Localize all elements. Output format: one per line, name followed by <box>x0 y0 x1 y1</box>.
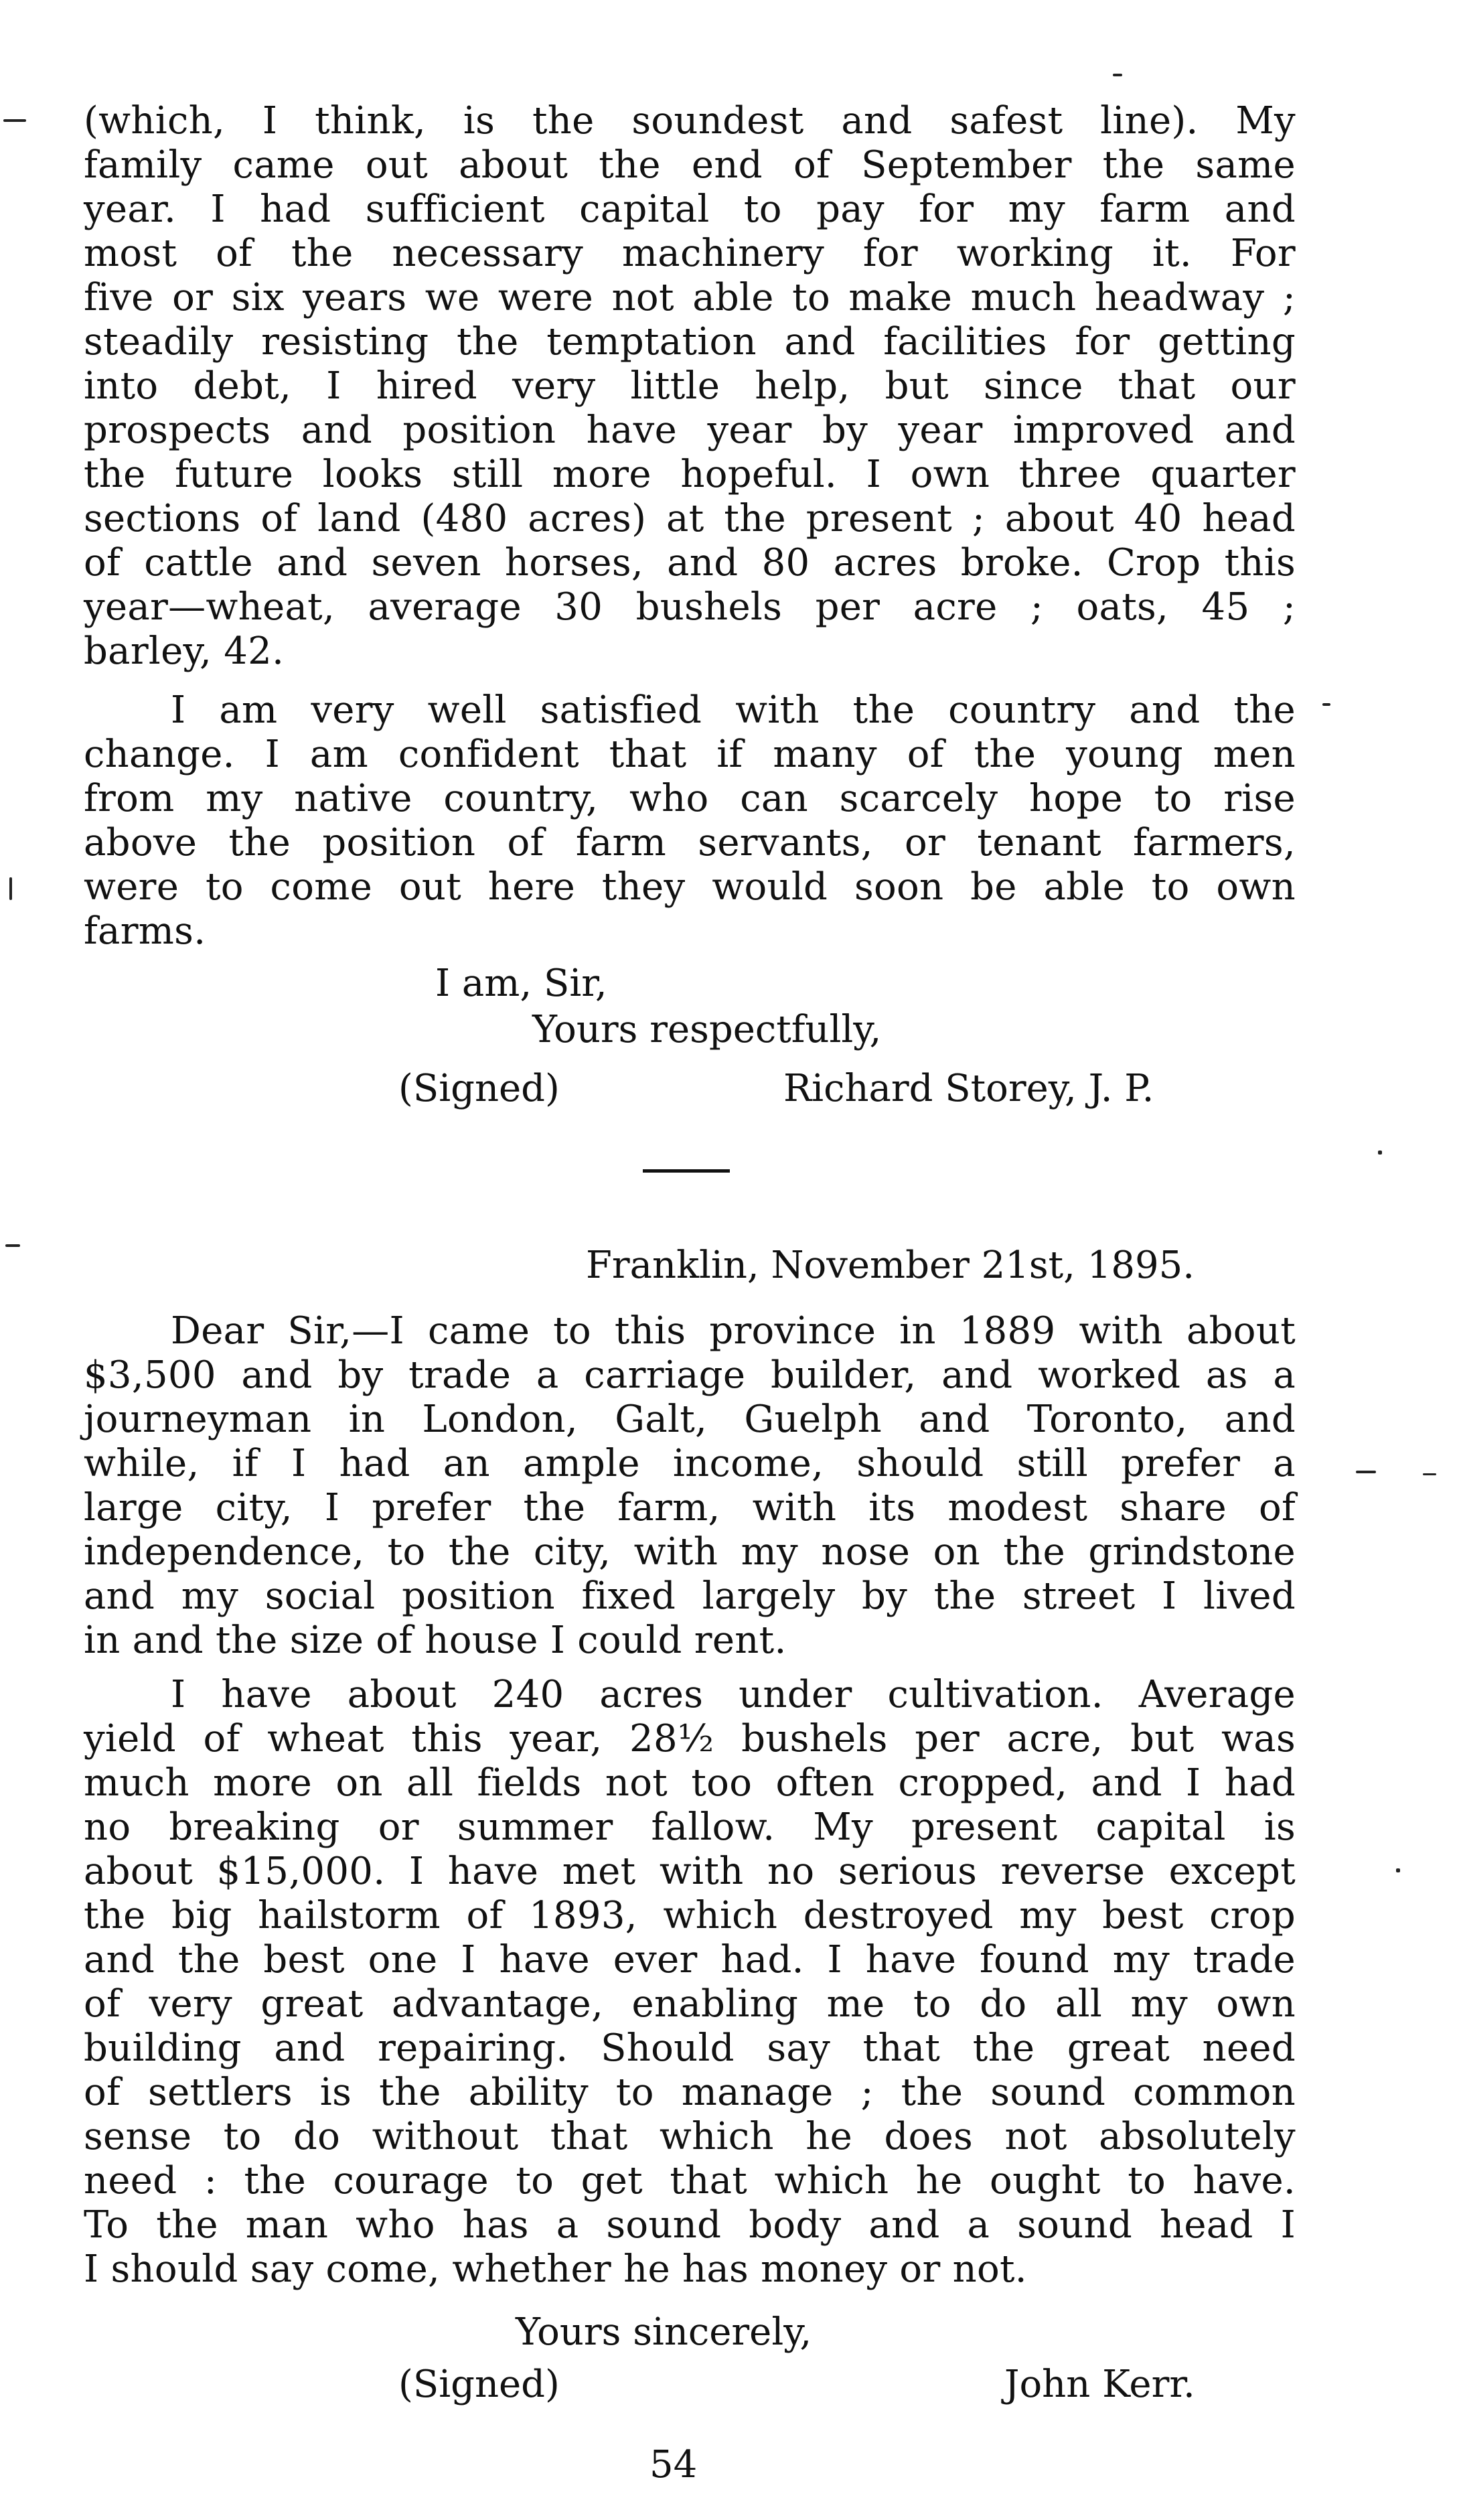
signed-label: (Signed) <box>398 1067 560 1110</box>
text-line: prospects and position have year by year improved and <box>84 409 1296 452</box>
letter2-paragraph2 <box>84 1673 1296 2292</box>
text-line: about $15,000. I have met with no serious reverse except <box>84 1850 1296 1893</box>
text-line: I am very well satisfied with the country and the <box>171 688 1296 732</box>
text-line: while, if I had an ample income, should still prefer a <box>84 1442 1296 1485</box>
text-line: from my native country, who can scarcely hope to rise <box>84 777 1296 820</box>
text-line: sections of land (480 acres) at the present ; about 40 head <box>84 497 1296 540</box>
text-line: building and repairing. Should say that the great need <box>84 2026 1296 2070</box>
text-line: were to come out here they would soon be able to own <box>84 865 1296 909</box>
text-line: family came out about the end of September the same <box>84 143 1296 187</box>
text-line: large city, I prefer the farm, with its modest share of <box>84 1486 1296 1530</box>
text-line: steadily resisting the temptation and facilities for getting <box>84 320 1296 364</box>
text-line: (which, I think, is the soundest and safest line). My <box>84 99 1296 143</box>
text-line: the big hailstorm of 1893, which destroyed my best crop <box>84 1894 1296 1937</box>
text-line: of very great advantage, enabling me to do all my own <box>84 1982 1296 2026</box>
scan-speck <box>9 877 12 900</box>
text-line: five or six years we were not able to make much headway ; <box>84 276 1296 319</box>
text-line: yield of wheat this year, 28½ bushels per acre, but was <box>84 1717 1296 1761</box>
text-line: change. I am confident that if many of the young men <box>84 733 1296 776</box>
text-line: I should say come, whether he has money or not. <box>84 2247 1027 2291</box>
section-divider <box>643 1169 730 1173</box>
text-line: sense to do without that which he does not absolutely <box>84 2115 1296 2158</box>
scan-speck <box>1356 1471 1376 1473</box>
scan-speck <box>1423 1473 1436 1475</box>
text-line: of cattle and seven horses, and 80 acres broke. Crop this <box>84 541 1296 585</box>
text-line: and the best one I have ever had. I have found my trade <box>84 1938 1296 1982</box>
text-line: $3,500 and by trade a carriage builder, and worked as a <box>84 1353 1296 1397</box>
scan-speck <box>3 119 26 122</box>
text-line: in and the size of house I could rent. <box>84 1619 787 1662</box>
text-line: journeyman in London, Galt, Guelph and Toronto, and <box>84 1398 1296 1441</box>
closing-phrase: Yours sincerely, <box>516 2310 812 2354</box>
text-line: year. I had sufficient capital to pay for my farm and <box>84 188 1296 231</box>
text-line: year—wheat, average 30 bushels per acre ; oats, 45 ; <box>84 585 1296 629</box>
text-line: I have about 240 acres under cultivation. Average <box>171 1673 1296 1716</box>
text-line: independence, to the city, with my nose on the grindstone <box>84 1530 1296 1574</box>
text-line: Dear Sir,—I came to this province in 1889 with about <box>171 1309 1296 1353</box>
signatory-name: Richard Storey, J. P. <box>783 1067 1154 1110</box>
letter-dateline: Franklin, November 21st, 1895. <box>586 1244 1195 1287</box>
scan-speck <box>5 1244 20 1247</box>
text-line: and my social position fixed largely by the street I lived <box>84 1574 1296 1618</box>
scan-speck <box>1322 703 1330 706</box>
text-line: the future looks still more hopeful. I own three quarter <box>84 453 1296 496</box>
text-line: To the man who has a sound body and a sound head I <box>84 2203 1296 2247</box>
scan-speck <box>1396 1868 1400 1872</box>
signed-label: (Signed) <box>398 2363 560 2406</box>
text-line: no breaking or summer fallow. My present capital is <box>84 1805 1296 1849</box>
letter1-paragraph1 <box>84 99 1296 674</box>
text-line: need : the courage to get that which he ought to have. <box>84 2159 1296 2203</box>
text-line: above the position of farm servants, or tenant farmers, <box>84 821 1296 865</box>
text-line: of settlers is the ability to manage ; the sound common <box>84 2071 1296 2114</box>
text-line: into debt, I hired very little help, but since that our <box>84 364 1296 408</box>
closing-phrase: Yours respectfully, <box>532 1008 882 1051</box>
text-line: much more on all fields not too often cropped, and I had <box>84 1761 1296 1805</box>
scan-speck <box>1378 1151 1382 1155</box>
signatory-name: John Kerr. <box>1004 2363 1195 2406</box>
letter1-paragraph2 <box>84 688 1296 954</box>
scan-speck <box>1113 74 1122 76</box>
text-line: barley, 42. <box>84 629 285 673</box>
closing-salutation: I am, Sir, <box>435 962 607 1005</box>
text-line: most of the necessary machinery for working it. For <box>84 232 1296 275</box>
letter2-paragraph1 <box>84 1309 1296 1663</box>
text-line: farms. <box>84 909 206 953</box>
page-number: 54 <box>649 2443 698 2487</box>
